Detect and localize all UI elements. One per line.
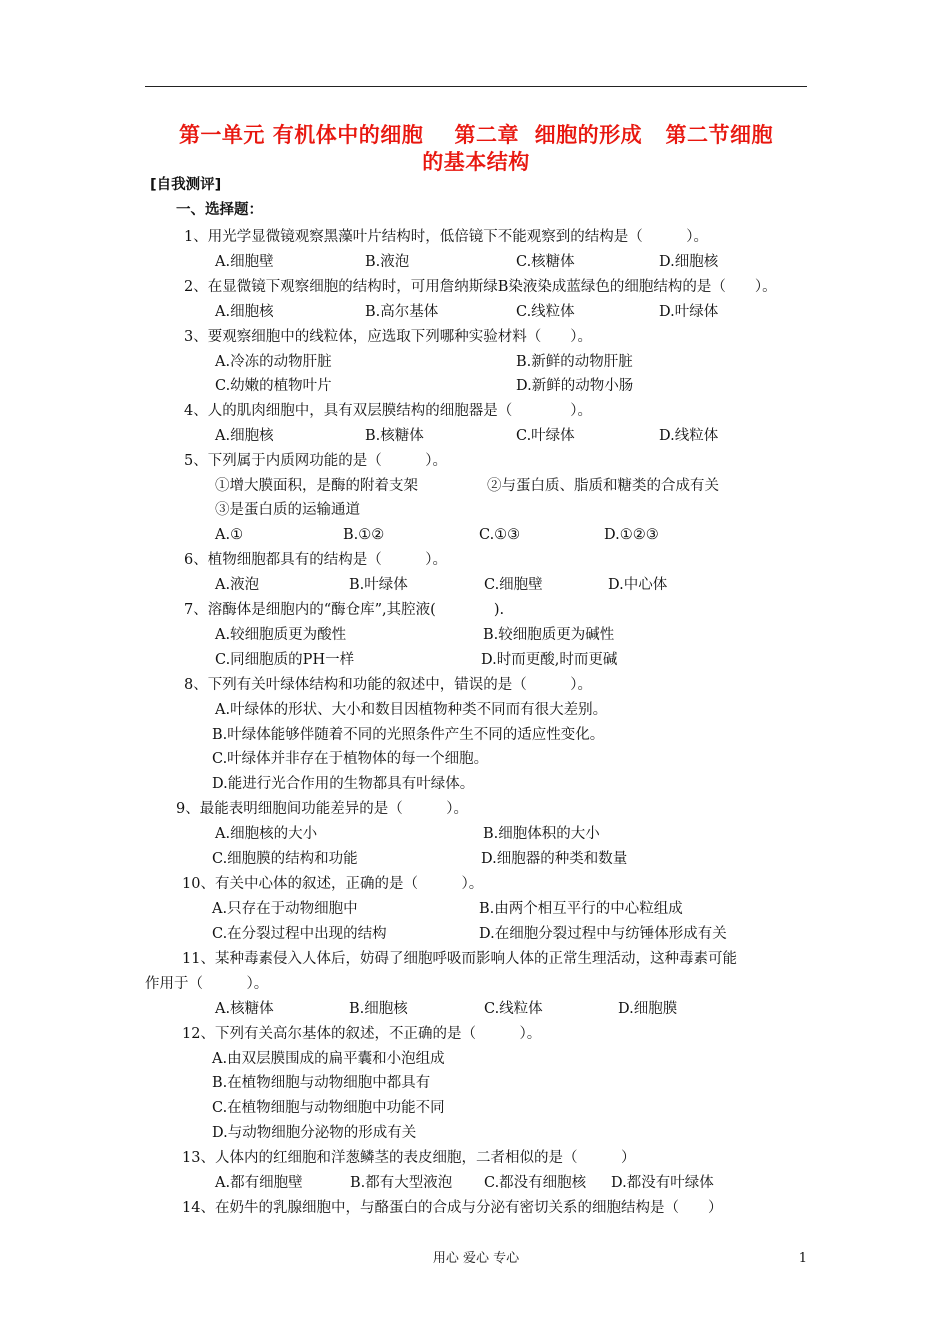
question-stem: 3、要观察细胞中的线粒体，应选取下列哪种实验材料（ ）。 xyxy=(184,329,592,345)
option-c: C.叶绿体并非存在于植物体的每一个细胞。 xyxy=(212,751,489,767)
option-c: C.细胞膜的结构和功能 xyxy=(212,851,358,867)
header-rule xyxy=(145,86,807,87)
option-c: C.叶绿体 xyxy=(516,428,575,444)
option-d: D.与动物细胞分泌物的形成有关 xyxy=(212,1125,417,1141)
option-a: A.冷冻的动物肝脏 xyxy=(215,354,332,370)
option-a: A.液泡 xyxy=(215,577,260,593)
option-d: D.细胞器的种类和数量 xyxy=(481,851,628,867)
page-number: 1 xyxy=(798,1251,807,1266)
option-a: A.细胞核 xyxy=(215,304,274,320)
statement-3: ③是蛋白质的运输通道 xyxy=(215,502,360,518)
option-c: C.幼嫩的植物叶片 xyxy=(215,378,332,394)
question-stem: 12、下列有关高尔基体的叙述，不正确的是（ ）。 xyxy=(182,1026,542,1042)
question-stem: 1、用光学显微镜观察黑藻叶片结构时，低倍镜下不能观察到的结构是（ ）。 xyxy=(184,229,708,245)
option-b: B.由两个相互平行的中心粒组成 xyxy=(479,901,683,917)
question-stem: 2、在显微镜下观察细胞的结构时，可用詹纳斯绿B染液染成蓝绿色的细胞结构的是（ ）。 xyxy=(184,279,777,295)
option-d: D.新鲜的动物小肠 xyxy=(516,378,634,394)
option-c: C.核糖体 xyxy=(516,254,575,270)
option-b: B.细胞体积的大小 xyxy=(483,826,600,842)
option-a: A.细胞核的大小 xyxy=(215,826,318,842)
statement-1: ①增大膜面积，是酶的附着支架 xyxy=(215,478,418,494)
question-stem: 13、人体内的红细胞和洋葱鳞茎的表皮细胞，二者相似的是（ ） xyxy=(182,1150,636,1166)
option-d: D.能进行光合作用的生物都具有叶绿体。 xyxy=(212,776,475,792)
title-line-2: 的基本结构 xyxy=(422,150,530,174)
question-stem: 7、溶酶体是细胞内的“酶仓库”,其腔液( ). xyxy=(184,602,505,618)
option-a: A.① xyxy=(215,527,244,543)
footer-motto: 用心 爱心 专心 xyxy=(432,1251,520,1266)
option-c: C.细胞壁 xyxy=(484,577,543,593)
question-stem: 11、某种毒素侵入人体后，妨碍了细胞呼吸而影响人体的正常生理活动，这种毒素可能 xyxy=(182,951,737,967)
option-a: A.由双层膜围成的扁平囊和小泡组成 xyxy=(212,1051,445,1067)
option-b: B.在植物细胞与动物细胞中都具有 xyxy=(212,1075,431,1091)
option-d: D.都没有叶绿体 xyxy=(611,1175,714,1191)
option-d: D.细胞膜 xyxy=(618,1001,678,1017)
question-stem: 10、有关中心体的叙述，正确的是（ ）。 xyxy=(182,876,484,892)
option-b: B.细胞核 xyxy=(349,1001,408,1017)
option-c: C.在植物细胞与动物细胞中功能不同 xyxy=(212,1100,445,1116)
option-a: A.细胞核 xyxy=(215,428,274,444)
question-stem: 8、下列有关叶绿体结构和功能的叙述中，错误的是（ ）。 xyxy=(184,677,592,693)
subsection-label: 一、选择题： xyxy=(176,202,263,218)
option-a: A.只存在于动物细胞中 xyxy=(212,901,358,917)
question-stem-continued: 作用于（ ）。 xyxy=(145,976,269,992)
option-c: C.都没有细胞核 xyxy=(484,1175,587,1191)
option-b: B.都有大型液泡 xyxy=(350,1175,453,1191)
option-c: C.①③ xyxy=(479,527,521,543)
option-c: C.同细胞质的PH一样 xyxy=(215,652,355,668)
option-d: D.叶绿体 xyxy=(659,304,719,320)
option-b: B.较细胞质更为碱性 xyxy=(483,627,615,643)
option-b: B.叶绿体能够伴随着不同的光照条件产生不同的适应性变化。 xyxy=(212,727,605,743)
option-b: B.新鲜的动物肝脏 xyxy=(516,354,633,370)
option-a: A.叶绿体的形状、大小和数目因植物种类不同而有很大差别。 xyxy=(215,702,608,718)
page-title xyxy=(145,122,807,176)
option-a: A.核糖体 xyxy=(215,1001,274,1017)
question-stem: 9、最能表明细胞间功能差异的是（ ）。 xyxy=(176,801,468,817)
question-stem: 14、在奶牛的乳腺细胞中，与酪蛋白的合成与分泌有密切关系的细胞结构是（ ） xyxy=(182,1200,723,1216)
option-d: D.中心体 xyxy=(608,577,668,593)
option-c: C.线粒体 xyxy=(484,1001,543,1017)
option-d: D.在细胞分裂过程中与纺锤体形成有关 xyxy=(479,926,727,942)
option-b: B.液泡 xyxy=(365,254,410,270)
title-line-1: 第一单元 有机体中的细胞 第二章 细胞的形成 第二节细胞 xyxy=(178,123,774,147)
section-label: [自我测评] xyxy=(150,177,222,193)
option-d: D.线粒体 xyxy=(659,428,719,444)
option-a: A.都有细胞壁 xyxy=(215,1175,303,1191)
option-b: B.高尔基体 xyxy=(365,304,439,320)
question-stem: 5、下列属于内质网功能的是（ ）。 xyxy=(184,453,447,469)
option-c: C.在分裂过程中出现的结构 xyxy=(212,926,387,942)
option-d: D.细胞核 xyxy=(659,254,719,270)
option-a: A.较细胞质更为酸性 xyxy=(215,627,347,643)
option-d: D.时而更酸,时而更碱 xyxy=(481,652,618,668)
option-b: B.①② xyxy=(343,527,385,543)
question-stem: 4、人的肌肉细胞中，具有双层膜结构的细胞器是（ ）。 xyxy=(184,403,592,419)
question-stem: 6、植物细胞都具有的结构是（ ）。 xyxy=(184,552,447,568)
option-d: D.①②③ xyxy=(604,527,659,543)
statement-2: ②与蛋白质、脂质和糖类的合成有关 xyxy=(487,478,719,494)
option-b: B.核糖体 xyxy=(365,428,424,444)
page-footer xyxy=(145,1249,807,1269)
option-a: A.细胞壁 xyxy=(215,254,274,270)
option-b: B.叶绿体 xyxy=(349,577,408,593)
option-c: C.线粒体 xyxy=(516,304,575,320)
